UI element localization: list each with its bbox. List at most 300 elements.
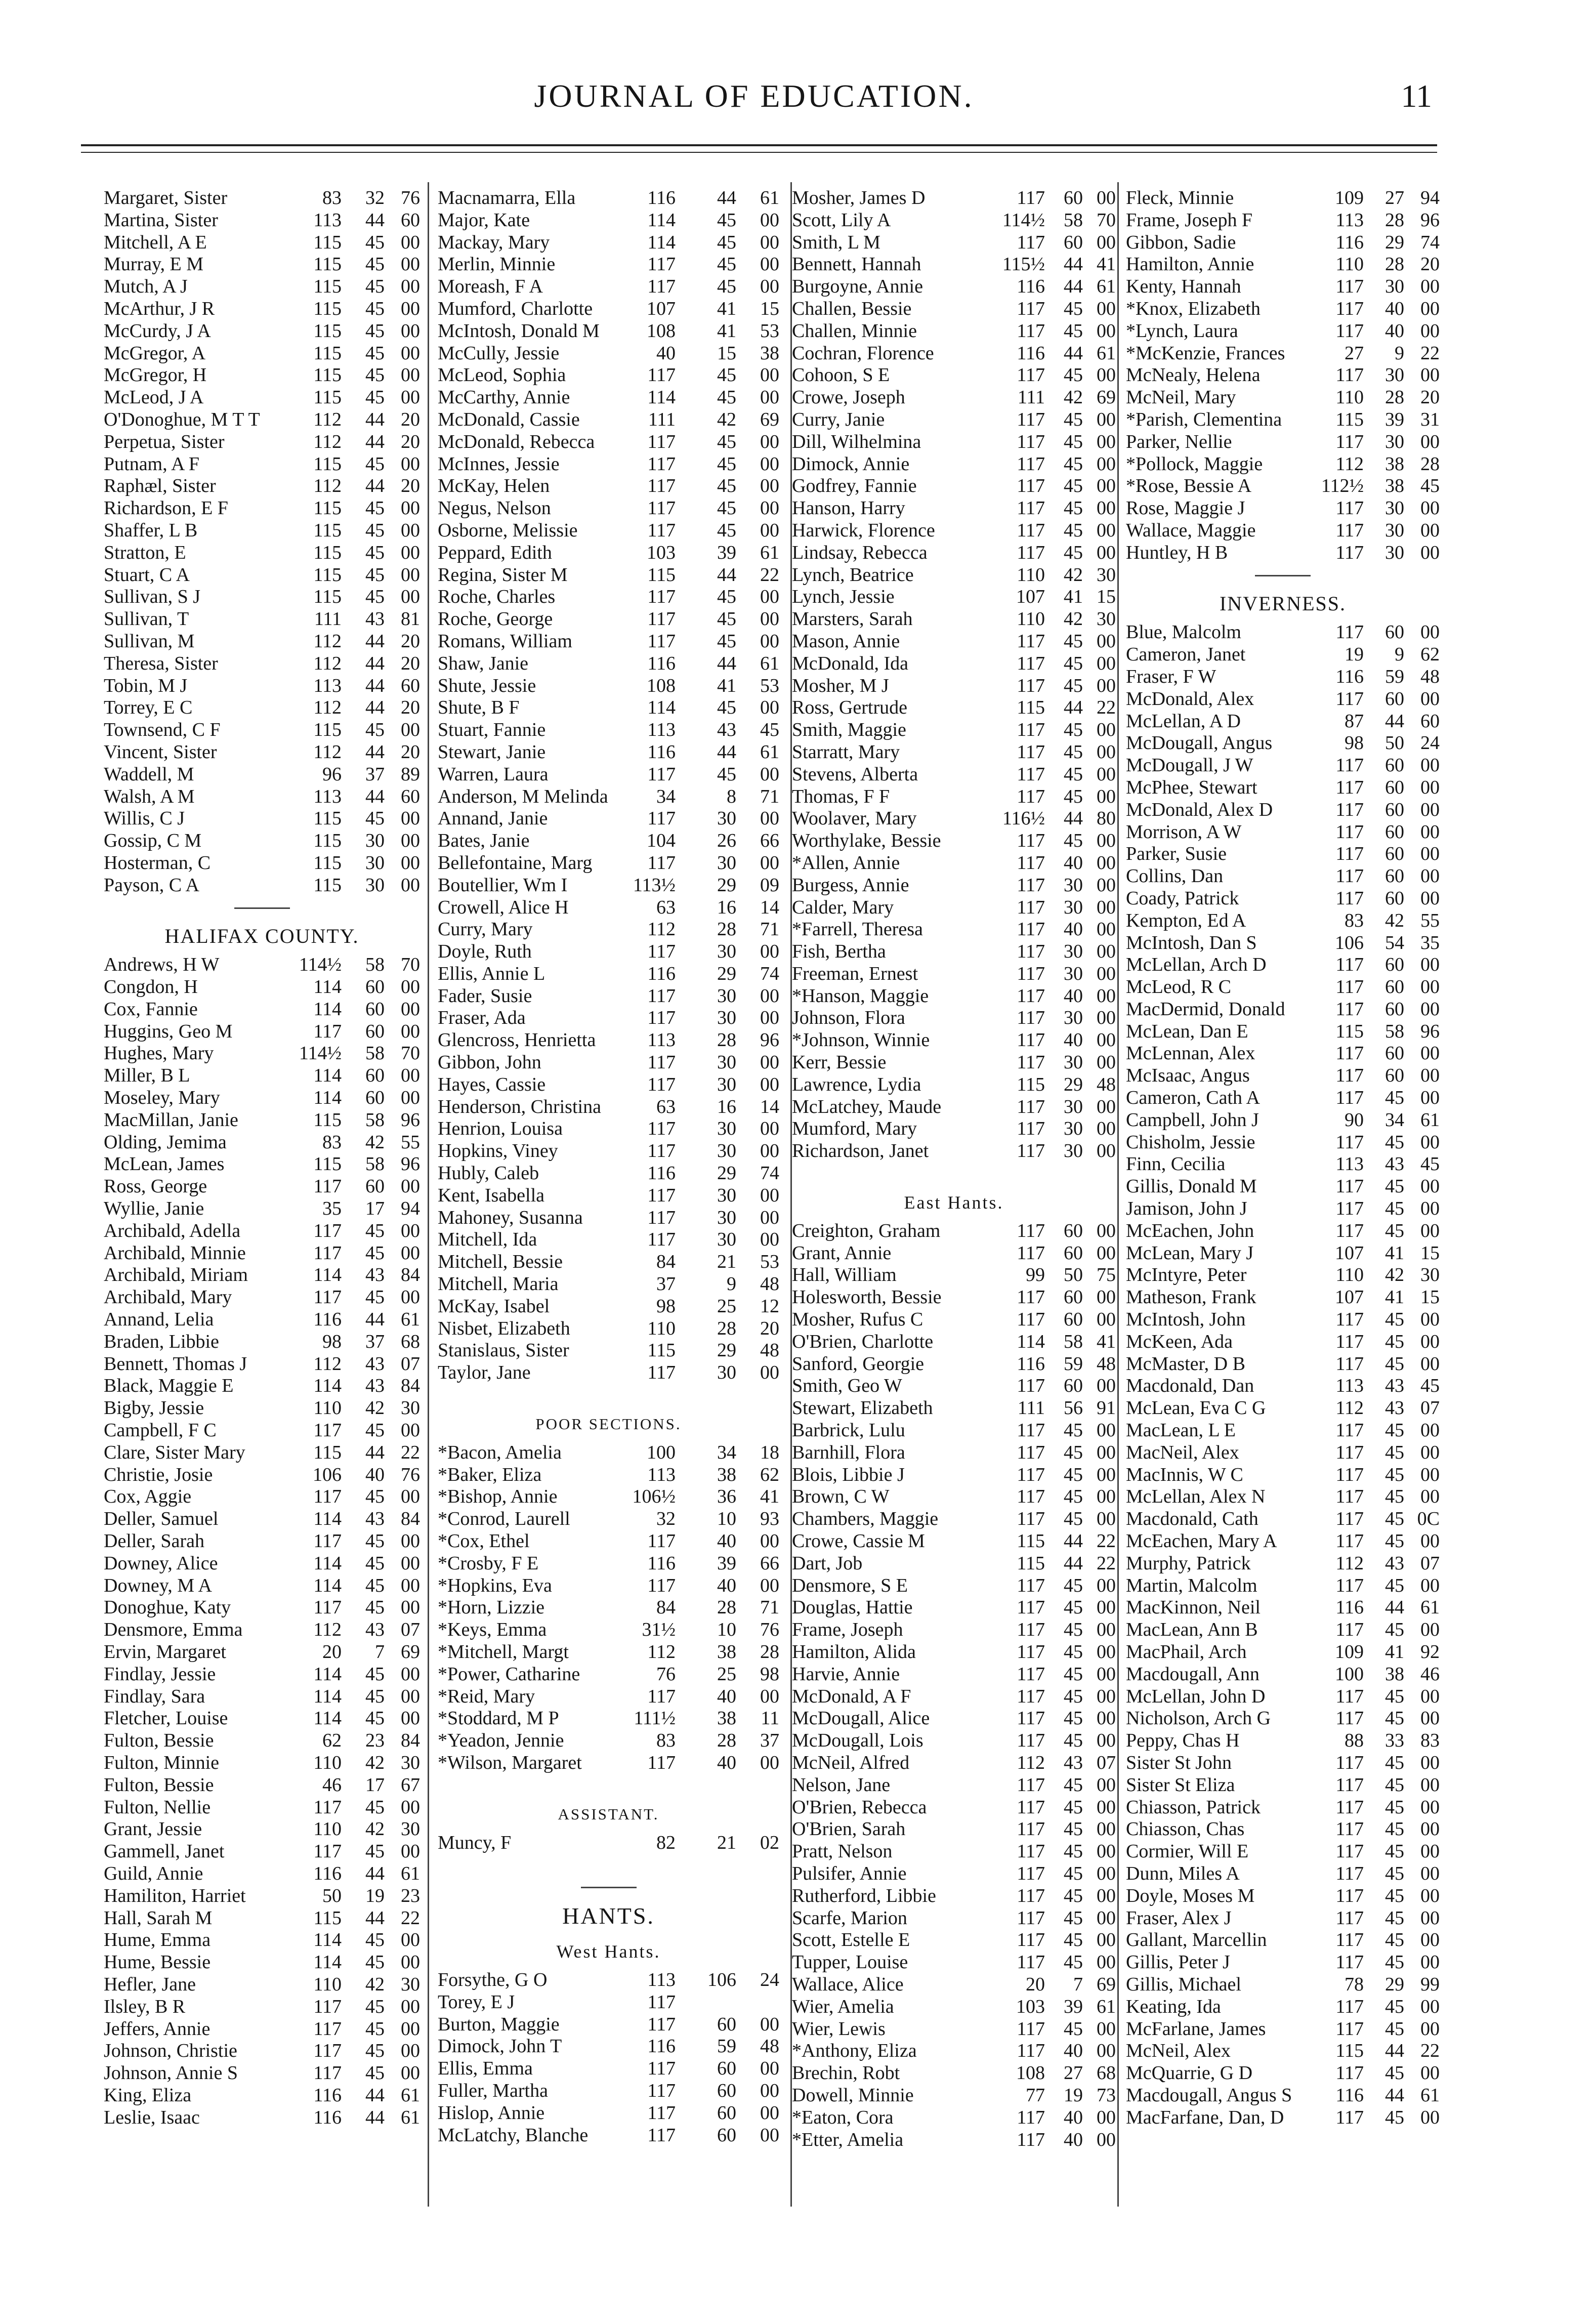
entry-dollars: 45 xyxy=(1064,1663,1083,1685)
entry-days: 115 xyxy=(313,719,342,741)
entry-cents: 00 xyxy=(760,2080,779,2101)
entry-row xyxy=(104,1774,423,1797)
entry-cents: 41 xyxy=(760,1486,779,1508)
entry-cents: 00 xyxy=(1097,2129,1116,2150)
entry-cents: 96 xyxy=(401,1153,420,1175)
entry-cents: 00 xyxy=(1420,843,1440,865)
entry-dollars: 45 xyxy=(365,1708,385,1729)
entry-days: 117 xyxy=(1017,1929,1045,1951)
entry-row xyxy=(792,1096,1116,1118)
entry-name: Peppard, Edith xyxy=(438,542,552,563)
entry-dollars: 45 xyxy=(1064,763,1083,785)
entry-name: Nicholson, Arch G xyxy=(1126,1708,1271,1729)
entry-days: 107 xyxy=(647,298,676,319)
entry-dollars: 45 xyxy=(365,1486,385,1508)
entry-days: 117 xyxy=(313,1841,342,1862)
entry-cents: 00 xyxy=(760,1530,779,1552)
entry-cents: 55 xyxy=(1420,909,1440,931)
entry-cents: 69 xyxy=(401,1641,420,1663)
entry-cents: 45 xyxy=(1420,1375,1440,1397)
entry-row xyxy=(792,1140,1116,1163)
entry-cents: 00 xyxy=(1097,519,1116,541)
entry-name: Parker, Susie xyxy=(1126,843,1227,865)
entry-days: 116 xyxy=(647,187,676,209)
entry-row xyxy=(1126,1420,1445,1442)
entry-dollars: 44 xyxy=(1064,254,1083,275)
entry-row xyxy=(1126,1686,1445,1708)
entry-row xyxy=(792,1885,1116,1907)
entry-row xyxy=(104,298,423,320)
entry-name: Huggins, Geo M xyxy=(104,1020,233,1042)
entry-row xyxy=(104,1752,423,1774)
entry-name: Worthylake, Bessie xyxy=(792,830,941,852)
entry-name: McLatchy, Blanche xyxy=(438,2124,589,2146)
entry-dollars: 43 xyxy=(1064,1752,1083,1773)
entry-days: 108 xyxy=(647,675,676,696)
entry-days: 114 xyxy=(313,998,342,1020)
entry-cents: 20 xyxy=(1420,254,1440,275)
entry-dollars: 45 xyxy=(1064,830,1083,852)
entry-dollars: 45 xyxy=(1064,497,1083,519)
entry-row xyxy=(792,1686,1116,1708)
entry-cents: 00 xyxy=(401,2040,420,2062)
entry-row xyxy=(792,741,1116,764)
entry-row xyxy=(104,564,423,587)
entry-dollars: 60 xyxy=(1385,976,1404,998)
entry-row xyxy=(104,2062,423,2085)
entry-days: 117 xyxy=(647,1140,676,1162)
entry-cents: 60 xyxy=(1420,710,1440,732)
entry-cents: 96 xyxy=(1420,1020,1440,1042)
entry-row xyxy=(438,764,782,786)
entry-cents: 00 xyxy=(760,1007,779,1029)
entry-dollars: 45 xyxy=(1064,453,1083,475)
entry-row xyxy=(104,276,423,298)
entry-row xyxy=(104,542,423,564)
entry-days: 114 xyxy=(313,1663,342,1685)
entry-days: 117 xyxy=(647,2080,676,2101)
entry-days: 117 xyxy=(1017,1774,1045,1796)
entry-days: 112 xyxy=(313,408,342,430)
entry-days: 117 xyxy=(1017,408,1045,430)
entry-cents: 22 xyxy=(401,1441,420,1463)
entry-days: 117 xyxy=(1335,542,1364,563)
entry-days: 106 xyxy=(313,1464,342,1485)
entry-dollars: 30 xyxy=(717,1007,736,1029)
entry-name: Donoghue, Katy xyxy=(104,1597,231,1618)
entry-dollars: 60 xyxy=(1385,1043,1404,1064)
entry-dollars: 40 xyxy=(1064,2040,1083,2062)
entry-cents: 00 xyxy=(1420,821,1440,843)
entry-name: Stratton, E xyxy=(104,542,186,563)
entry-dollars: 38 xyxy=(717,1641,736,1663)
entry-name: McDonald, Alex D xyxy=(1126,799,1273,820)
entry-name: Burgoyne, Annie xyxy=(792,276,923,298)
entry-dollars: 45 xyxy=(1064,1574,1083,1596)
entry-row xyxy=(1126,1464,1445,1486)
entry-row xyxy=(1126,2085,1445,2107)
entry-row xyxy=(438,254,782,276)
entry-days: 117 xyxy=(1335,1996,1364,2017)
entry-days: 32 xyxy=(656,1508,676,1530)
entry-cents: 84 xyxy=(401,1375,420,1397)
entry-dollars: 45 xyxy=(365,1597,385,1618)
entry-dollars: 58 xyxy=(1064,209,1083,231)
entry-days: 112 xyxy=(647,1641,676,1663)
entry-days: 115 xyxy=(313,497,342,519)
entry-row xyxy=(792,1797,1116,1819)
entry-days: 117 xyxy=(1017,1619,1045,1641)
entry-cents: 00 xyxy=(1420,2062,1440,2084)
entry-cents: 68 xyxy=(1097,2062,1116,2084)
entry-dollars: 30 xyxy=(717,1207,736,1228)
entry-days: 117 xyxy=(647,1574,676,1596)
entry-name: McDonald, A F xyxy=(792,1685,911,1707)
entry-name: McCarthy, Annie xyxy=(438,387,570,408)
entry-days: 117 xyxy=(1335,976,1364,998)
entry-dollars: 60 xyxy=(717,2058,736,2080)
entry-name: Cox, Fannie xyxy=(104,998,198,1020)
entry-row xyxy=(104,697,423,719)
entry-name: McLellan, Alex N xyxy=(1126,1486,1266,1508)
entry-dollars: 44 xyxy=(1064,276,1083,298)
entry-name: Cameron, Janet xyxy=(1126,644,1246,666)
entry-row xyxy=(104,453,423,476)
entry-days: 98 xyxy=(322,1331,342,1352)
entry-row xyxy=(104,719,423,741)
entry-dollars: 45 xyxy=(1064,298,1083,319)
entry-name: Dimock, Annie xyxy=(792,453,910,475)
entry-dollars: 7 xyxy=(1073,1973,1083,1995)
entry-cents: 00 xyxy=(1097,963,1116,984)
subsection-heading: ASSISTANT. xyxy=(558,1805,659,1823)
entry-days: 117 xyxy=(1017,231,1045,253)
entry-row xyxy=(438,2036,782,2058)
entry-row xyxy=(792,431,1116,453)
entry-days: 117 xyxy=(1017,1309,1045,1331)
entry-row xyxy=(792,1553,1116,1575)
entry-days: 117 xyxy=(1335,1774,1364,1796)
entry-name: Mumford, Charlotte xyxy=(438,298,593,319)
entry-cents: 00 xyxy=(1420,1619,1440,1641)
page-number: 11 xyxy=(1401,78,1432,114)
entry-cents: 00 xyxy=(760,1207,779,1228)
entry-name: Barnhill, Flora xyxy=(792,1441,905,1463)
entry-name: Hanson, Harry xyxy=(792,497,905,519)
entry-row xyxy=(438,1832,782,1854)
entry-dollars: 45 xyxy=(365,1420,385,1441)
entry-days: 117 xyxy=(647,1229,676,1251)
entry-dollars: 45 xyxy=(1385,1796,1404,1818)
entry-row xyxy=(104,954,423,976)
entry-name: Densmore, Emma xyxy=(104,1619,243,1641)
entry-cents: 61 xyxy=(401,1862,420,1884)
entry-dollars: 40 xyxy=(1064,2106,1083,2128)
entry-cents: 00 xyxy=(1420,497,1440,519)
entry-cents: 00 xyxy=(401,1841,420,1862)
entry-name: Fuller, Martha xyxy=(438,2080,548,2101)
entry-cents: 00 xyxy=(1097,431,1116,452)
entry-dollars: 30 xyxy=(717,1229,736,1251)
entry-dollars: 30 xyxy=(1064,1052,1083,1073)
entry-dollars: 39 xyxy=(1385,408,1404,430)
entry-days: 117 xyxy=(647,1207,676,1228)
entry-name: Hislop, Annie xyxy=(438,2102,545,2124)
entry-dollars: 60 xyxy=(1064,1220,1083,1241)
entry-dollars: 21 xyxy=(717,1832,736,1853)
entry-days: 117 xyxy=(1017,2129,1045,2150)
entry-days: 110 xyxy=(313,1818,342,1840)
entry-cents: 20 xyxy=(401,475,420,497)
entry-days: 31½ xyxy=(642,1619,676,1641)
entry-days: 117 xyxy=(647,519,676,541)
entry-name: Henrion, Louisa xyxy=(438,1118,563,1140)
entry-days: 114 xyxy=(647,697,676,719)
entry-dollars: 30 xyxy=(717,985,736,1007)
entry-row xyxy=(1126,1109,1445,1132)
entry-cents: 69 xyxy=(760,408,779,430)
entry-name: Gossip, C M xyxy=(104,830,202,852)
entry-row xyxy=(1126,2018,1445,2041)
entry-name: McNealy, Helena xyxy=(1126,364,1261,386)
entry-name: Jamison, John J xyxy=(1126,1198,1247,1220)
entry-cents: 00 xyxy=(760,2124,779,2146)
entry-days: 115 xyxy=(313,298,342,319)
entry-dollars: 45 xyxy=(717,431,736,452)
entry-days: 111 xyxy=(1017,387,1045,408)
entry-name: Fulton, Bessie xyxy=(104,1730,214,1752)
entry-cents: 00 xyxy=(401,231,420,253)
entry-dollars: 44 xyxy=(717,741,736,763)
entry-dollars: 45 xyxy=(717,608,736,630)
entry-dollars: 45 xyxy=(1064,741,1083,763)
entry-dollars: 45 xyxy=(1385,1952,1404,1973)
entry-name: Smith, L M xyxy=(792,231,880,253)
entry-name: Roche, George xyxy=(438,608,553,630)
entry-days: 117 xyxy=(1017,985,1045,1007)
entry-row xyxy=(1126,1375,1445,1397)
entry-row xyxy=(792,1029,1116,1052)
entry-cents: 60 xyxy=(401,785,420,807)
entry-name: Hall, Sarah M xyxy=(104,1907,213,1929)
entry-name: McLatchey, Maude xyxy=(792,1096,942,1117)
entry-cents: 00 xyxy=(1420,1530,1440,1552)
entry-cents: 00 xyxy=(1097,1862,1116,1884)
entry-name: McFarlane, James xyxy=(1126,2018,1266,2040)
entry-cents: 71 xyxy=(760,785,779,807)
entry-dollars: 44 xyxy=(365,697,385,719)
entry-days: 117 xyxy=(1335,2106,1364,2128)
entry-row xyxy=(104,364,423,387)
entry-row xyxy=(1126,1929,1445,1952)
entry-row xyxy=(438,786,782,808)
entry-row xyxy=(792,697,1116,719)
entry-dollars: 45 xyxy=(365,586,385,608)
entry-days: 113 xyxy=(1335,1375,1364,1397)
entry-cents: 14 xyxy=(760,896,779,918)
entry-cents: 00 xyxy=(1097,364,1116,386)
entry-days: 117 xyxy=(1335,1685,1364,1707)
entry-days: 117 xyxy=(313,1176,342,1197)
entry-dollars: 45 xyxy=(1385,1131,1404,1153)
entry-dollars: 41 xyxy=(717,298,736,319)
entry-dollars: 45 xyxy=(1385,1220,1404,1241)
entry-cents: 00 xyxy=(1420,1198,1440,1220)
entry-row xyxy=(104,1841,423,1863)
entry-row xyxy=(438,1118,782,1140)
entry-cents: 24 xyxy=(760,1969,779,1990)
entry-dollars: 45 xyxy=(1064,1619,1083,1641)
entry-row xyxy=(1126,1907,1445,1930)
entry-dollars: 7 xyxy=(375,1641,385,1663)
entry-cents: 00 xyxy=(1097,1885,1116,1906)
entry-dollars: 28 xyxy=(717,1730,736,1752)
entry-name: Macdougall, Ann xyxy=(1126,1663,1260,1685)
entry-row xyxy=(1126,1575,1445,1597)
entry-days: 114 xyxy=(313,1087,342,1109)
entry-days: 37 xyxy=(656,1273,676,1295)
entry-cents: 00 xyxy=(1420,1885,1440,1906)
section-rule xyxy=(234,907,290,909)
entry-cents: 22 xyxy=(401,1907,420,1929)
entry-row xyxy=(104,1974,423,1996)
entry-cents: 00 xyxy=(1097,453,1116,475)
entry-name: Crowe, Cassie M xyxy=(792,1530,925,1552)
entry-dollars: 45 xyxy=(1064,1907,1083,1929)
entry-cents: 15 xyxy=(1097,586,1116,608)
entry-days: 117 xyxy=(1335,1708,1364,1729)
entry-row xyxy=(1126,276,1445,298)
entry-days: 113½ xyxy=(633,874,676,896)
entry-days: 117 xyxy=(647,985,676,1007)
entry-cents: 00 xyxy=(401,1220,420,1241)
entry-cents: 66 xyxy=(760,830,779,852)
entry-row xyxy=(104,1464,423,1486)
entry-days: 110 xyxy=(1335,254,1364,275)
entry-days: 110 xyxy=(313,1752,342,1773)
entry-name: MacDermid, Donald xyxy=(1126,998,1285,1020)
entry-name: Fulton, Minnie xyxy=(104,1752,220,1773)
entry-days: 116 xyxy=(1017,342,1045,364)
entry-days: 113 xyxy=(647,1969,676,1990)
entry-name: Harvie, Annie xyxy=(792,1663,900,1685)
entry-days: 117 xyxy=(313,1796,342,1818)
entry-row xyxy=(104,1087,423,1109)
entry-days: 114 xyxy=(313,1552,342,1574)
entry-dollars: 45 xyxy=(1064,1641,1083,1663)
entry-cents: 09 xyxy=(760,874,779,896)
entry-cents: 00 xyxy=(1420,1708,1440,1729)
entry-days: 112 xyxy=(313,475,342,497)
entry-name: King, Eliza xyxy=(104,2084,192,2106)
entry-cents: 48 xyxy=(760,1340,779,1361)
entry-name: Fish, Bertha xyxy=(792,941,886,963)
entry-days: 117 xyxy=(647,608,676,630)
entry-name: *Pollock, Maggie xyxy=(1126,453,1263,475)
entry-cents: 00 xyxy=(1097,408,1116,430)
entry-name: McDougall, Lois xyxy=(792,1730,924,1752)
entry-row xyxy=(1126,755,1445,777)
entry-dollars: 30 xyxy=(1064,941,1083,963)
entry-cents: 41 xyxy=(1097,254,1116,275)
entry-dollars: 9 xyxy=(727,1273,736,1295)
entry-cents: 00 xyxy=(1420,542,1440,563)
entry-name: Braden, Libbie xyxy=(104,1331,219,1352)
entry-row xyxy=(104,1331,423,1353)
entry-row xyxy=(438,1530,782,1553)
entry-dollars: 44 xyxy=(717,652,736,674)
entry-dollars: 43 xyxy=(365,1619,385,1641)
entry-name: McCully, Jessie xyxy=(438,342,560,364)
entry-name: McLean, Dan E xyxy=(1126,1020,1248,1042)
entry-name: Torrey, E C xyxy=(104,697,193,719)
entry-cents: 00 xyxy=(760,364,779,386)
entry-name: McQuarrie, G D xyxy=(1126,2062,1253,2084)
entry-row xyxy=(438,985,782,1008)
entry-dollars: 45 xyxy=(1385,1752,1404,1773)
entry-name: Waddell, M xyxy=(104,763,194,785)
entry-name: McPhee, Stewart xyxy=(1126,776,1257,798)
section-rule-spacer xyxy=(104,897,423,919)
entry-days: 117 xyxy=(313,1242,342,1264)
entry-cents: 48 xyxy=(760,2036,779,2057)
entry-row xyxy=(1126,1021,1445,1043)
entry-cents: 00 xyxy=(1420,799,1440,820)
entry-cents: 00 xyxy=(401,586,420,608)
entry-name: McCurdy, J A xyxy=(104,320,211,342)
entry-dollars: 45 xyxy=(717,453,736,475)
entry-cents: 00 xyxy=(401,2018,420,2040)
entry-days: 117 xyxy=(313,1286,342,1308)
entry-name: McIntyre, Peter xyxy=(1126,1264,1247,1286)
entry-days: 116 xyxy=(1335,231,1364,253)
entry-name: Burton, Maggie xyxy=(438,2013,560,2035)
entry-row xyxy=(792,475,1116,497)
entry-row xyxy=(438,1553,782,1575)
entry-name: Theresa, Sister xyxy=(104,652,218,674)
entry-cents: 00 xyxy=(1420,1818,1440,1840)
entry-days: 117 xyxy=(1017,1574,1045,1596)
entry-row xyxy=(792,1907,1116,1930)
entry-name: Findlay, Sara xyxy=(104,1685,205,1707)
entry-row xyxy=(438,1686,782,1708)
entry-name: *Power, Catharine xyxy=(438,1663,580,1685)
entry-name: MacLean, Ann B xyxy=(1126,1619,1258,1641)
entry-name: Collins, Dan xyxy=(1126,865,1224,887)
entry-name: Lynch, Beatrice xyxy=(792,564,914,586)
entry-days: 117 xyxy=(647,276,676,298)
entry-dollars: 9 xyxy=(1395,342,1404,364)
entry-days: 117 xyxy=(1335,298,1364,319)
entry-cents: 30 xyxy=(401,1752,420,1773)
entry-cents: 45 xyxy=(760,719,779,741)
entry-dollars: 38 xyxy=(1385,475,1404,497)
entry-cents: 00 xyxy=(1097,1730,1116,1752)
entry-cents: 61 xyxy=(1420,1109,1440,1131)
entry-days: 115 xyxy=(313,542,342,563)
entry-dollars: 43 xyxy=(365,1264,385,1286)
entry-name: McDonald, Ida xyxy=(792,652,909,674)
entry-cents: 02 xyxy=(760,1832,779,1853)
entry-days: 115 xyxy=(1335,1020,1364,1042)
entry-name: Parker, Nellie xyxy=(1126,431,1232,452)
entry-dollars: 45 xyxy=(1385,1574,1404,1596)
entry-dollars: 45 xyxy=(1064,1818,1083,1840)
entry-row xyxy=(792,830,1116,852)
entry-days: 115 xyxy=(313,852,342,874)
entry-dollars: 45 xyxy=(365,320,385,342)
entry-row xyxy=(104,808,423,830)
